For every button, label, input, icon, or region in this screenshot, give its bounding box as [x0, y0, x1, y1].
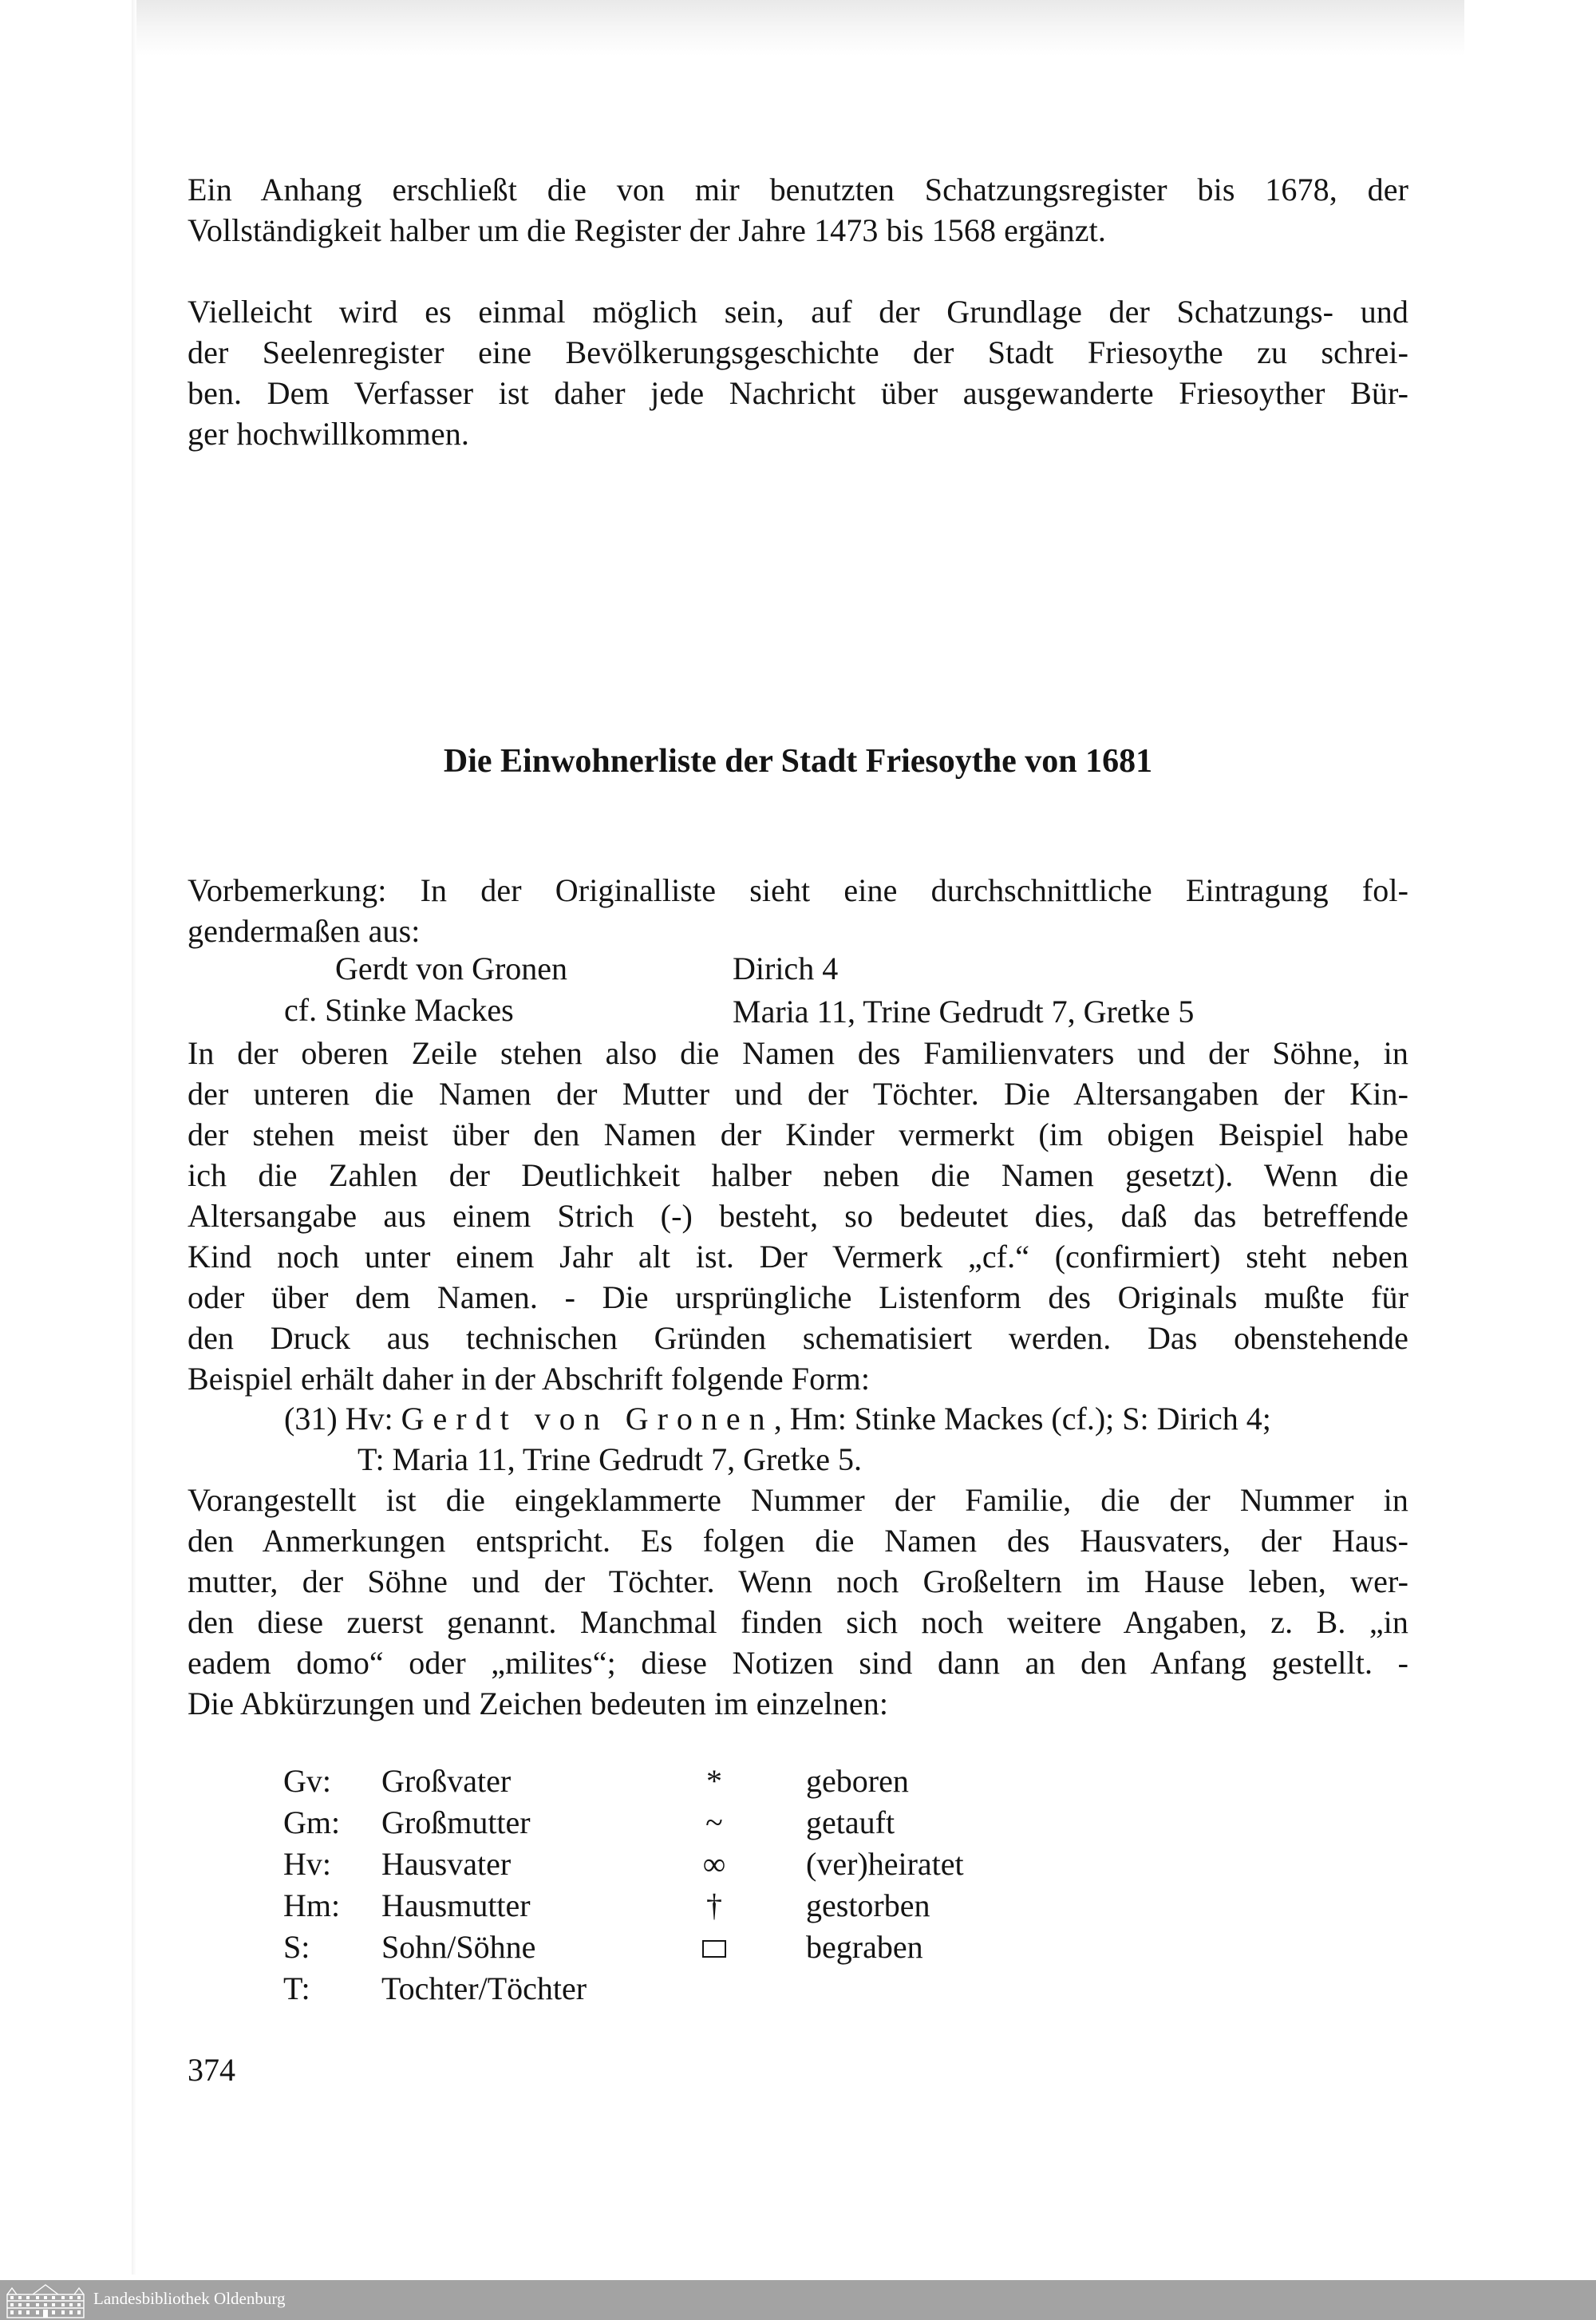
abbr-meaning: Großmutter — [381, 1804, 531, 1840]
text-line: eadem domo“ oder „milites“; diese Notizen sind dann an den Anfang gestellt. - — [188, 1645, 1408, 1681]
abbr-label: T: — [283, 1970, 310, 2006]
square-icon — [698, 1928, 730, 1966]
text-line: ich die Zahlen der Deutlichkeit halber neben die Namen gesetzt). Wenn die — [188, 1157, 1408, 1193]
intro-paragraph-2 — [188, 291, 1408, 454]
prelim-paragraph — [188, 870, 1408, 951]
example-daughters: Maria 11, Trine Gedrudt 7, Gretke 5 — [733, 994, 1195, 1030]
text-line: der unteren die Namen der Mutter und der Töchter. Die Altersangaben der Kin- — [188, 1076, 1408, 1112]
text-line: der stehen meist über den Namen der Kinder vermerkt (im obigen Beispiel habe — [188, 1117, 1408, 1152]
explanation-paragraph — [188, 1033, 1408, 1399]
section-title: Die Einwohnerliste der Stadt Friesoythe von 1681 — [443, 743, 1153, 780]
abbr-meaning: Hausmutter — [381, 1887, 531, 1923]
text-line: Vollständigkeit halber um die Register der Jahre 1473 bis 1568 ergänzt. — [188, 212, 1106, 248]
symbol-meaning: begraben — [806, 1929, 923, 1965]
symbol-meaning: geboren — [806, 1763, 909, 1799]
text-line: Ein Anhang erschließt die von mir benutzten Schatzungsregister bis 1678, der — [188, 172, 1408, 207]
hv-name-spaced: Gerdt von Gronen — [401, 1401, 774, 1437]
abbr-label: Hm: — [283, 1887, 341, 1923]
text-line: Altersangabe aus einem Strich (-) besteht, so bedeutet dies, daß das betreffende — [188, 1198, 1408, 1234]
text-line: Vorangestellt ist die eingeklammerte Nummer der Familie, die der Nummer in — [188, 1482, 1408, 1518]
example-sons: Dirich 4 — [733, 951, 839, 986]
text-line: Beispiel erhält daher in der Abschrift folgende Form: — [188, 1361, 871, 1397]
transcribed-line-1 — [284, 1398, 1271, 1439]
tilde-icon: ~ — [705, 1804, 723, 1840]
abbr-meaning: Tochter/Töchter — [381, 1970, 587, 2006]
example-mother-name: cf. Stinke Mackes — [284, 992, 514, 1028]
abbr-meaning: Sohn/Söhne — [381, 1929, 536, 1965]
text-line: gendermaßen aus: — [188, 913, 421, 949]
abbr-meaning: Großvater — [381, 1763, 512, 1799]
abbr-label: Hv: — [283, 1846, 331, 1882]
abbr-label: Gm: — [283, 1804, 341, 1840]
text-line: Kind noch unter einem Jahr alt ist. Der Vermerk „cf.“ (confirmiert) steht neben — [188, 1239, 1408, 1275]
text-line: den Anmerkungen entspricht. Es folgen die Namen des Hausvaters, der Haus- — [188, 1523, 1408, 1559]
asterisk-icon: * — [706, 1763, 722, 1799]
text-line: den diese zuerst genannt. Manchmal finden sich noch weitere Angaben, z. B. „in — [188, 1604, 1408, 1640]
hv-label: Hv: — [345, 1401, 393, 1437]
page-number: 374 — [188, 2052, 235, 2088]
abbr-meaning: Hausvater — [381, 1846, 512, 1882]
abbr-label: S: — [283, 1929, 310, 1965]
library-footer-bar — [0, 2280, 1596, 2320]
closing-paragraph — [188, 1480, 1408, 1724]
symbol-meaning: (ver)heiratet — [806, 1846, 964, 1882]
library-name: Landesbibliothek Oldenburg — [93, 2289, 286, 2308]
text-line: mutter, der Söhne und der Töchter. Wenn noch Großeltern im Hause leben, wer- — [188, 1563, 1408, 1599]
abbr-label: Gv: — [283, 1763, 331, 1799]
text-line: Die Abkürzungen und Zeichen bedeuten im einzelnen: — [188, 1686, 889, 1721]
infinity-icon: ∞ — [702, 1846, 726, 1882]
intro-paragraph-1 — [188, 169, 1408, 251]
text-line: oder über dem Namen. - Die ursprüngliche Listenform des Originals mußte für — [188, 1279, 1408, 1315]
family-number: (31) — [284, 1401, 338, 1437]
text-line: der Seelenregister eine Bevölkerungsgeschichte der Stadt Friesoythe zu schrei- — [188, 334, 1408, 370]
transcribed-rest: , Hm: Stinke Mackes (cf.); S: Dirich 4; — [773, 1401, 1271, 1437]
text-line: Vorbemerkung: In der Originalliste sieht eine durchschnittliche Eintragung fol- — [188, 872, 1408, 908]
symbol-meaning: getauft — [806, 1804, 895, 1840]
text-line: In der oberen Zeile stehen also die Namen des Familienvaters und der Söhne, in — [188, 1035, 1408, 1071]
text-line: ger hochwillkommen. — [188, 416, 469, 452]
transcribed-line-2: T: Maria 11, Trine Gedrudt 7, Gretke 5. — [358, 1441, 862, 1477]
example-father-name: Gerdt von Gronen — [335, 951, 568, 986]
library-building-icon — [6, 2283, 85, 2318]
square-glyph — [702, 1940, 726, 1958]
dagger-icon: † — [706, 1887, 722, 1923]
symbol-meaning: gestorben — [806, 1887, 930, 1923]
text-line: den Druck aus technischen Gründen schematisiert werden. Das obenstehende — [188, 1320, 1408, 1356]
text-line: ben. Dem Verfasser ist daher jede Nachricht über ausgewanderte Friesoyther Bür- — [188, 375, 1408, 411]
text-line: Vielleicht wird es einmal möglich sein, auf der Grundlage der Schatzungs- und — [188, 294, 1408, 330]
